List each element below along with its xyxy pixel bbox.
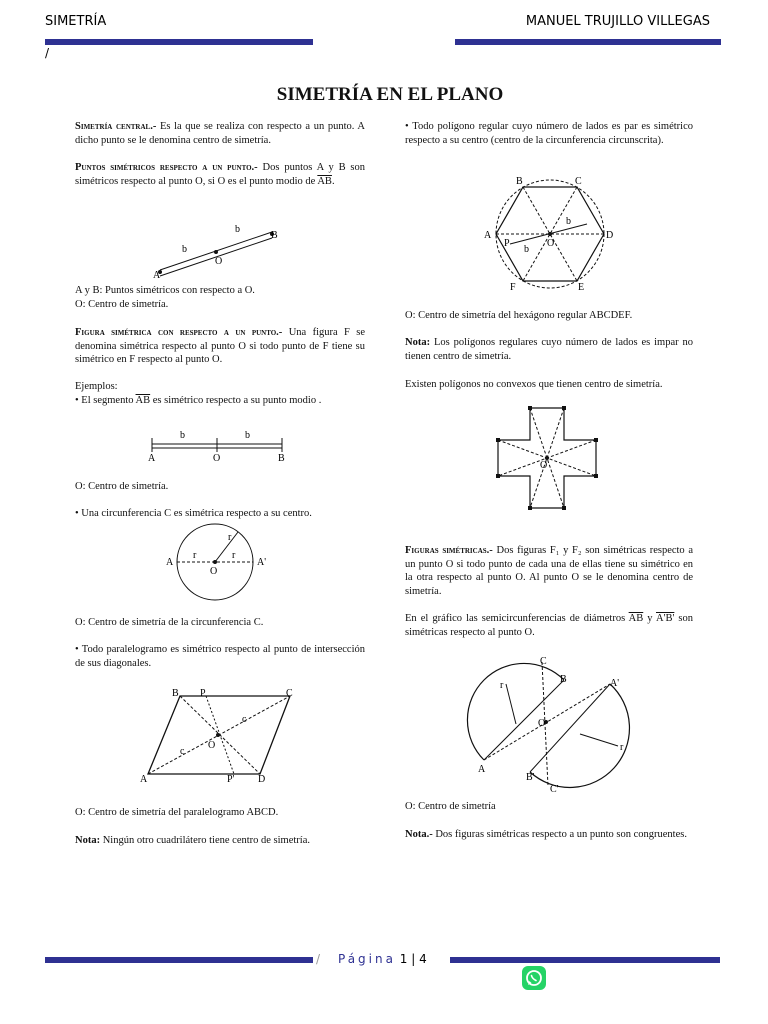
circle-caption: O: Centro de simetría de la circunferencia C.: [75, 617, 264, 628]
parallelogram-text: • Todo paralelogramo es simétrico respecto al punto de intersección de sus diagonales.: [75, 644, 365, 669]
label-para-o: O: [208, 740, 216, 751]
diagram-ab-points: [140, 212, 290, 282]
footer-slash: /: [316, 952, 321, 966]
figura-heading: Figura simétrica con respecto a un punto.-: [75, 327, 283, 338]
label-circ-r-left: r: [193, 550, 197, 561]
noconvex-text: Existen polígonos no convexos que tienen centro de simetría.: [405, 379, 663, 390]
label-a: A: [153, 270, 161, 281]
figuras-text: Dos figuras F₁ y F₂ son simétricas respecto a un punto O si todo punto de cada una de ellas tiene su simétrico en la otra respecto al punto O. Al punto O se le denomina centro de simetría.: [405, 545, 694, 597]
label-para-a: A: [140, 774, 148, 785]
label-hex-f: F: [510, 282, 516, 292]
polygon-text: • Todo polígono regular cuyo número de lados es par es simétrico respecto a su centro (centro de la circunferencia circunscrita).: [405, 121, 693, 146]
ab-caption-line2: O: Centro de simetría.: [75, 298, 169, 310]
label-o: O: [215, 256, 223, 267]
page-total: 4: [419, 952, 427, 966]
label-para-b: B: [172, 688, 179, 699]
label-seg-o: O: [213, 453, 221, 464]
label-b-left: b: [182, 244, 187, 255]
label-hex-b-high: b: [566, 216, 571, 227]
figura-paragraph: [75, 326, 365, 367]
label-hex-o: O: [547, 238, 555, 249]
diagram-circle: [160, 518, 280, 608]
header-bar-left: [45, 39, 313, 45]
label-para-c: C: [286, 688, 293, 699]
label-para-d: D: [258, 774, 266, 785]
label-semi-r-right: r: [620, 742, 624, 753]
label-hex-e: E: [578, 282, 585, 292]
ejemplo-1-post: es simétrico respecto a su punto modio .: [152, 394, 322, 406]
puntos-text: Dos puntos A y B son simétricos respecto al punto O, si O es el punto modio de: [75, 162, 366, 187]
grafico-post: son simétricas respecto al punto O.: [405, 613, 694, 638]
nota-2: [405, 336, 693, 363]
label-b-right: b: [235, 224, 240, 235]
hexagon-caption: O: Centro de simetría del hexágono regular ABCDEF.: [405, 310, 633, 321]
ejemplo-1-segment: $\overline{AB}$: [135, 394, 151, 406]
semicircle-caption: O: Centro de simetría: [405, 801, 496, 812]
footer-bar-left: [45, 957, 313, 963]
grafico-segment-ab-prime: A'B': [656, 613, 675, 624]
puntos-paragraph: Puntos simétricos respecto a un punto.- Dos puntos A y B son simétricos respecto al punto O, si O es el punto modio de $\overline{AB}$.: [75, 162, 366, 187]
segment-caption: O: Centro de simetría.: [75, 481, 169, 492]
grafico-segment-ab: $\overline{AB}$: [628, 613, 644, 624]
label-semi-b: B: [560, 674, 567, 685]
header-slash: /: [45, 46, 50, 60]
diagram-semicircles: [462, 654, 642, 794]
diagram-cross: [490, 402, 610, 522]
label-seg-b-left: b: [180, 430, 185, 441]
label-circ-a: A: [166, 557, 174, 568]
label-seg-b-right: b: [245, 430, 250, 441]
label-semi-b-prime: B': [526, 772, 535, 783]
label-hex-c: C: [575, 176, 582, 187]
whatsapp-icon[interactable]: [522, 966, 546, 990]
label-semi-o: O: [538, 718, 546, 729]
figuras-paragraph: [405, 544, 693, 598]
nota-1: [75, 834, 365, 848]
nota-3-heading: Nota.-: [405, 829, 433, 840]
nota-2-heading: Nota:: [405, 337, 431, 348]
circle-text: • Una circunferencia C es simétrica respecto a su centro.: [75, 508, 312, 519]
label-hex-b: B: [516, 176, 523, 187]
page-separator: |: [411, 952, 416, 966]
label-para-p: P: [200, 688, 206, 699]
diagram-segment: [140, 428, 300, 464]
nota-3-text: Dos figuras simétricas respecto a un punto son congruentes.: [435, 829, 687, 840]
label-hex-a: A: [484, 230, 492, 241]
label-hex-p: P: [504, 238, 510, 249]
page-number: [338, 952, 427, 966]
label-para-c-right: c: [242, 714, 247, 725]
page-current: 1: [399, 952, 408, 966]
document-title: SIMETRÍA EN EL PLANO: [276, 84, 504, 105]
label-circ-r-right: r: [232, 550, 236, 561]
label-hex-d: D: [606, 230, 614, 241]
nota-2-text: Los polígonos regulares cuyo número de lados es impar no tienen centro de simetría.: [405, 337, 694, 362]
header-bar-right: [455, 39, 721, 45]
label-b: B: [271, 230, 278, 241]
diagram-hexagon: [482, 174, 622, 292]
puntos-segment: $\overline{AB}$: [317, 175, 332, 187]
figuras-heading: Figuras simétricas.-: [405, 545, 493, 556]
label-cross-o: O: [540, 460, 548, 471]
label-para-p-prime: P': [227, 774, 235, 785]
grafico-paragraph: [405, 612, 693, 639]
grafico-y: y: [647, 613, 653, 624]
puntos-heading: Puntos simétricos respecto a un punto.-: [75, 162, 258, 173]
ejemplos-block: [75, 380, 365, 407]
label-seg-a: A: [148, 453, 156, 464]
label-seg-b: B: [278, 453, 285, 464]
nota-1-heading: Nota:: [75, 835, 101, 846]
ab-caption: [75, 284, 365, 311]
figura-text: Una figura F se denomina simétrica respecto al punto O si todo punto de F tiene su simétrico en F respecto al punto O.: [75, 327, 365, 365]
label-semi-c: C: [540, 656, 547, 667]
label-para-c-left: c: [180, 746, 185, 757]
diagram-parallelogram: [140, 686, 310, 786]
header-right: MANUEL TRUJILLO VILLEGAS: [525, 14, 710, 29]
label-circ-a-prime: A': [257, 557, 267, 568]
central-heading: Simetría central.-: [75, 121, 157, 132]
footer-bar-right: [450, 957, 720, 963]
ab-caption-line1: A y B: Puntos simétricos con respecto a O.: [75, 285, 255, 296]
label-semi-c-prime: C': [550, 784, 559, 794]
page-word: Página: [338, 952, 396, 966]
label-semi-a-prime: A': [610, 678, 620, 689]
label-circ-r-top: r: [228, 532, 232, 543]
nota-3: [405, 828, 693, 842]
label-circ-o: O: [210, 566, 218, 577]
label-hex-b-low: b: [524, 244, 529, 255]
nota-1-text: Ningún otro cuadrilátero tiene centro de simetría.: [102, 835, 311, 846]
label-semi-r-left: r: [500, 680, 504, 691]
header-left: SIMETRÍA: [45, 14, 107, 29]
ejemplo-1-pre: • El segmento: [75, 394, 134, 406]
central-text: Es la que se realiza con respecto a un punto. A dicho punto se le denomina centro de simetría.: [75, 121, 365, 146]
ejemplo-1: [75, 394, 365, 408]
parallelogram-caption: O: Centro de simetría del paralelogramo ABCD.: [75, 807, 279, 818]
grafico-pre: En el gráfico las semicircunferencias de diámetros: [405, 613, 626, 624]
central-paragraph: [75, 120, 365, 147]
ejemplos-label: Ejemplos:: [75, 381, 118, 392]
label-semi-a: A: [478, 764, 486, 775]
